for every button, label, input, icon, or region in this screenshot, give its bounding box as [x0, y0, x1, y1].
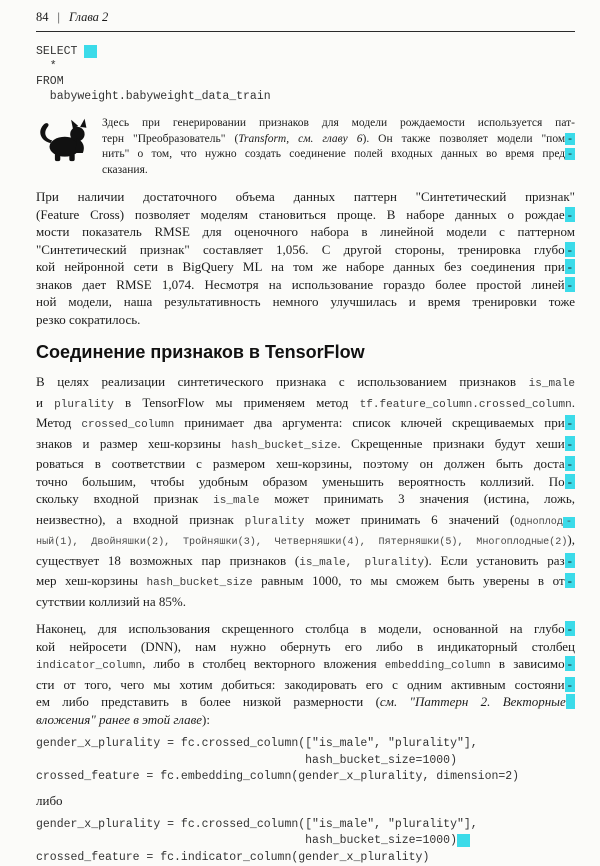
text-line: babyweight.babyweight_data_train	[36, 89, 575, 104]
highlight-mark: -	[565, 207, 575, 222]
text-line: Метод crossed_column принимает два аргумента: список ключей скрещиваемых при -	[36, 414, 575, 435]
text-line: мости показатель RMSE для оценочного набора в линейной модели с паттерном	[36, 223, 575, 241]
highlight-mark: -	[565, 133, 575, 145]
text-line: терн "Преобразователь" (Transform, см. главу 6). Он также позволяет модели "пом -	[102, 132, 575, 148]
text-line: Наконец, для использования скрещенного столбца в модели, основанной на глубо -	[36, 620, 575, 638]
embedding-column-code	[36, 736, 575, 786]
highlight-mark	[457, 834, 470, 847]
text-line: hash_bucket_size=1000)	[36, 753, 575, 770]
text-line: ный(1), Двойняшки(2), Тройняшки(3), Четверняшки(4), Пятерняшки(5), Многоплодные(2)),	[36, 531, 575, 552]
text-line: мер хеш-корзины hash_bucket_size равным 1000, то мы сможем быть уверены в от -	[36, 572, 575, 593]
sql-query-code	[36, 44, 575, 104]
text-line: ной модели, наша результативность немного улучшилась и время тренировки тоже	[36, 293, 575, 311]
chapter-title: Глава 2	[69, 10, 108, 24]
highlight-mark: -	[565, 656, 575, 671]
highlight-mark: -	[565, 677, 575, 692]
text-line: неизвестно), а входной признак plurality может принимать 6 значений (Одноплод -	[36, 511, 575, 532]
text-line: кой нейросети (DNN), нам нужно обернуть его либо в индикаторный столбец	[36, 638, 575, 656]
connector-text: либо	[36, 792, 575, 809]
text-line: точно большим, чтобы удобным образом уменьшить вероятность коллизий. По -	[36, 473, 575, 491]
text-line: hash_bucket_size=1000)	[36, 833, 575, 850]
text-line: вложения" ранее в этой главе):	[36, 711, 575, 729]
text-line: кой нейронной сети в BigQuery ML на том же наборе данных без соединения при -	[36, 258, 575, 276]
text-line: существует 18 возможных пар признаков (is_male, plurality). Если установить раз -	[36, 552, 575, 573]
text-line: indicator_column, либо в столбец векторного вложения embedding_column в зависимо -	[36, 655, 575, 676]
text-line: знаков дает RMSE 1,074. Несмотря на использование гораздо более простой линей -	[36, 276, 575, 294]
paragraph-crossed-column	[36, 373, 575, 610]
indicator-column-code	[36, 817, 575, 866]
text-line: знаков и размер хеш-корзины hash_bucket_size. Скрещенные признаки будут хеши -	[36, 435, 575, 456]
text-line: сказания.	[102, 163, 575, 179]
tip-box	[36, 116, 575, 178]
text-line: (Feature Cross) позволяет моделям становиться проще. В наборе данных о рождае -	[36, 206, 575, 224]
text-line: "Синтетический признак" составляет 1,056. С другой стороны, тренировка глубо -	[36, 241, 575, 259]
page-number: 84	[36, 10, 49, 24]
text-line: Здесь при генерировании признаков для модели рождаемости используется пат-	[102, 116, 575, 132]
highlight-mark: -	[565, 415, 575, 430]
highlight-mark: -	[565, 474, 575, 489]
highlight-mark	[84, 45, 97, 58]
text-line: SELECT	[36, 44, 575, 59]
highlight-mark: -	[565, 436, 575, 451]
animal-icon	[36, 116, 90, 168]
highlight-mark	[566, 694, 575, 709]
highlight-mark: -	[565, 148, 575, 160]
tip-text	[102, 116, 575, 178]
text-line: При наличии достаточного объема данных паттерн "Синтетический признак"	[36, 188, 575, 206]
text-line: FROM	[36, 74, 575, 89]
highlight-mark: -	[565, 621, 575, 636]
text-line: сутствии коллизий на 85%.	[36, 593, 575, 611]
text-line: ем либо представить в более низкой размерности (см. "Паттерн 2. Векторные	[36, 693, 575, 711]
highlight-mark: -	[565, 573, 575, 588]
page-header	[36, 9, 575, 32]
text-line: и plurality в TensorFlow мы применяем метод tf.feature_column.crossed_column.	[36, 394, 575, 415]
highlight-mark: -	[565, 277, 575, 292]
text-line: crossed_feature = fc.indicator_column(gender_x_plurality)	[36, 850, 575, 866]
highlight-mark: -	[565, 242, 575, 257]
highlight-mark: -	[563, 517, 575, 528]
text-line: сти от того, чего мы хотим добиться: закодировать его с одним активным состояни -	[36, 676, 575, 694]
highlight-mark: -	[565, 259, 575, 274]
text-line: В целях реализации синтетического признака с использованием признаков is_male	[36, 373, 575, 394]
text-line: роваться в соответствии с размером хеш-корзины, поэтому он должен быть доста -	[36, 455, 575, 473]
highlight-mark: -	[565, 553, 575, 568]
header-separator: |	[58, 10, 61, 24]
paragraph-feature-cross	[36, 188, 575, 328]
text-line: *	[36, 59, 575, 74]
text-line: gender_x_plurality = fc.crossed_column(["is_male", "plurality"],	[36, 736, 575, 753]
highlight-mark: -	[565, 456, 575, 471]
text-line: crossed_feature = fc.embedding_column(gender_x_plurality, dimension=2)	[36, 769, 575, 786]
text-line: нить" о том, что нужно создать соединение полей входных данных во время пред -	[102, 147, 575, 163]
text-line: gender_x_plurality = fc.crossed_column(["is_male", "plurality"],	[36, 817, 575, 834]
section-heading: Соединение признаков в TensorFlow	[36, 341, 575, 363]
text-line: резко сократилось.	[36, 311, 575, 329]
paragraph-dnn-wrapping	[36, 620, 575, 728]
text-line: скольку входной признак is_male может принимать 3 значения (истина, ложь,	[36, 490, 575, 511]
